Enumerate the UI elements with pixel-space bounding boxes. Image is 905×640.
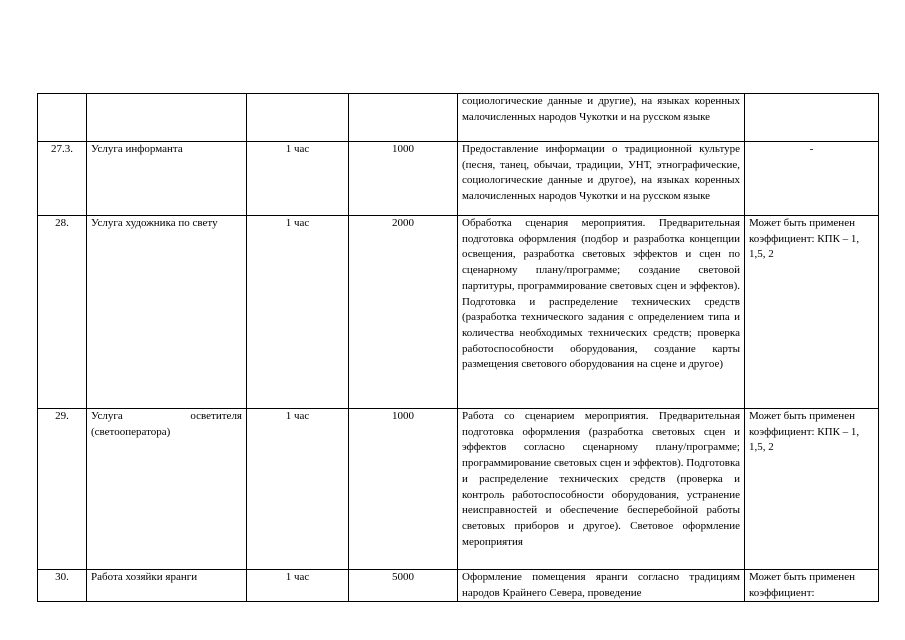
row-number-cell: 28. [38,216,87,409]
service-name-cell: Услуга информанта [87,142,247,216]
table-row [38,216,879,409]
service-name-cell: Услуга художника по свету [87,216,247,409]
description-cell: социологические данные и другие), на языках коренных малочисленных народов Чукотки и на русском языке [458,94,745,142]
coefficient-cell: Может быть применен коэффициент: КПК – 1, 1,5, 2 [745,216,879,409]
price-cell: 2000 [349,216,458,409]
row-number-cell [38,94,87,142]
coefficient-cell: - [745,142,879,216]
price-cell: 1000 [349,142,458,216]
service-name-cell: Услуга осветителя (светооператора) [87,409,247,570]
description-cell: Предоставление информации о традиционной культуре (песня, танец, обычаи, традиции, УНТ, этнографические, социологические данные и другое), на языках коренных малочисленных народов Чукотки и на русском языке [458,142,745,216]
coefficient-cell: Может быть применен коэффициент: [745,570,879,602]
price-cell [349,94,458,142]
price-cell: 1000 [349,409,458,570]
row-number-cell: 29. [38,409,87,570]
unit-cell: 1 час [247,216,349,409]
service-name-cell: Работа хозяйки яранги [87,570,247,602]
unit-cell: 1 час [247,570,349,602]
table-row [38,570,879,602]
services-price-table [37,93,879,602]
row-number-cell: 30. [38,570,87,602]
coefficient-cell [745,94,879,142]
unit-cell [247,94,349,142]
unit-cell: 1 час [247,409,349,570]
table-row [38,409,879,570]
row-number-cell: 27.3. [38,142,87,216]
price-cell: 5000 [349,570,458,602]
description-cell: Оформление помещения яранги согласно традициям народов Крайнего Севера, проведение [458,570,745,602]
coefficient-cell: Может быть применен коэффициент: КПК – 1, 1,5, 2 [745,409,879,570]
table-row [38,94,879,142]
table-row [38,142,879,216]
unit-cell: 1 час [247,142,349,216]
description-cell: Обработка сценария мероприятия. Предварительная подготовка оформления (подбор и разработка концепции освещения, разработка световых эффектов и сцен по сценарному плану/программе; создание световой партитуры, программирование световых сцен и эффектов). Подготовка и распределение технических средств (разработка технического задания с определением типа и количества необходимых технических средств; проверка работоспособности оборудования, создание карты размещения светового оборудования на сцене и другое) [458,216,745,409]
description-cell: Работа со сценарием мероприятия. Предварительная подготовка оформления (разработка световых сцен и эффектов согласно сценарному плану/программе; программирование световых сцен и эффектов). Подготовка и распределение технических средств (проверка и контроль работоспособности оборудования, устранение неисправностей и обеспечение бесперебойной работы световых приборов и другое). Световое оформление мероприятия [458,409,745,570]
service-name-cell [87,94,247,142]
